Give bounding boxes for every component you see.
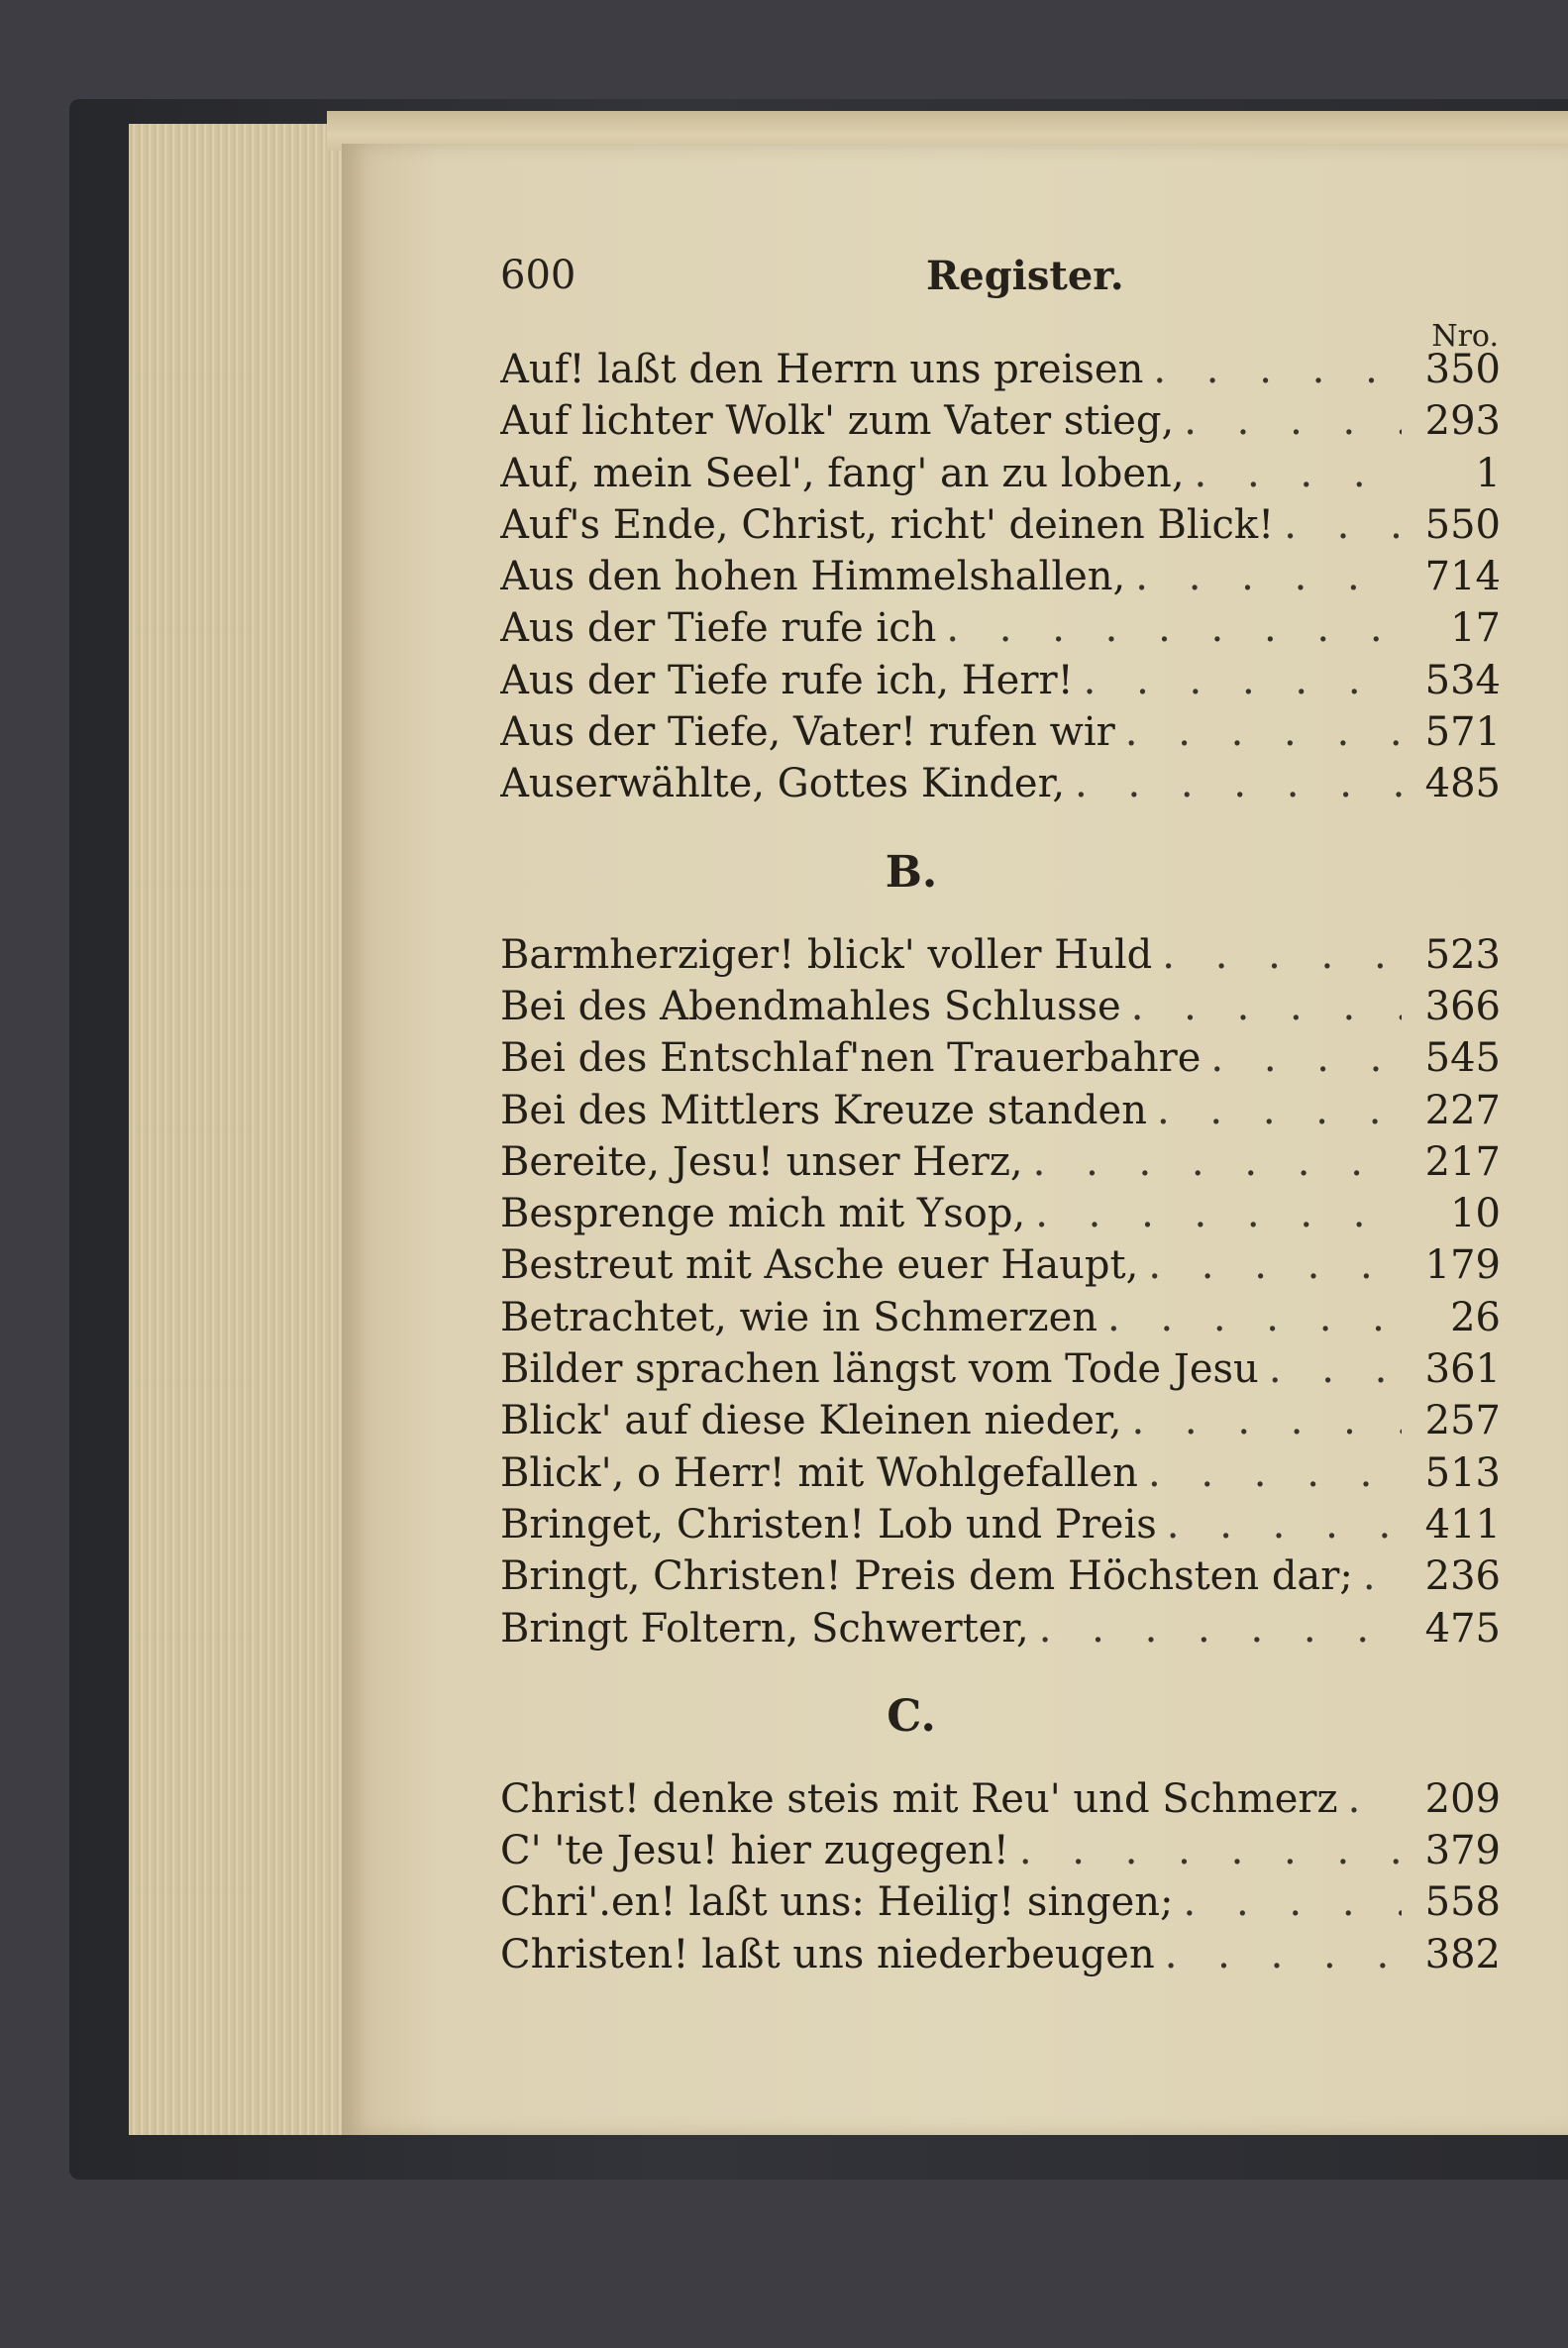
index-entry xyxy=(500,347,1501,398)
dot-leader xyxy=(1135,554,1402,599)
dot-leader xyxy=(1184,398,1402,444)
entry-title: Aus den hohen Himmelshallen, xyxy=(500,554,1126,600)
index-entry xyxy=(500,1553,1501,1605)
index-entry xyxy=(500,1776,1501,1828)
entry-number: 475 xyxy=(1424,1605,1501,1652)
section-letter: B. xyxy=(885,846,938,898)
dot-leader xyxy=(1162,932,1402,978)
dot-leader xyxy=(1131,984,1402,1029)
index-entry xyxy=(500,1879,1501,1931)
entry-number: 558 xyxy=(1424,1879,1501,1926)
entry-number: 26 xyxy=(1450,1294,1501,1340)
entry-number: 382 xyxy=(1424,1931,1501,1977)
dot-leader xyxy=(946,605,1402,651)
page-edges xyxy=(129,124,359,2135)
dot-leader xyxy=(1210,1035,1402,1081)
entry-title: Auserwählte, Gottes Kinder, xyxy=(500,761,1066,807)
entry-title: Aus der Tiefe rufe ich xyxy=(500,605,937,652)
entry-number: 361 xyxy=(1424,1346,1501,1393)
index-entry xyxy=(500,554,1501,605)
dot-leader xyxy=(1075,761,1402,806)
index-entry xyxy=(500,761,1501,812)
index-entry xyxy=(500,1242,1501,1294)
entry-number: 714 xyxy=(1424,554,1501,600)
index-entry xyxy=(500,605,1501,657)
index-section xyxy=(500,813,1501,1657)
index-entry xyxy=(500,1139,1501,1191)
entry-number: 550 xyxy=(1424,501,1501,548)
dot-leader xyxy=(1019,1828,1402,1873)
dot-leader xyxy=(1039,1606,1402,1652)
entry-title: Auf! laßt den Herrn uns preisen xyxy=(500,347,1144,392)
dot-leader xyxy=(1157,1088,1402,1133)
register-index xyxy=(500,347,1501,1983)
entry-number: 534 xyxy=(1424,657,1501,703)
index-entry xyxy=(500,1932,1501,1983)
dot-leader xyxy=(1033,1139,1402,1185)
entry-title: C' 'te Jesu! hier zugegen! xyxy=(500,1828,1009,1874)
index-entry xyxy=(500,1606,1501,1657)
index-entry xyxy=(500,1828,1501,1879)
entry-number: 1 xyxy=(1475,450,1501,496)
index-section xyxy=(500,347,1501,813)
index-entry xyxy=(500,451,1501,502)
entry-title: Christen! laßt uns niederbeugen xyxy=(500,1931,1155,1977)
entry-number: 379 xyxy=(1424,1828,1501,1874)
index-entry xyxy=(500,1502,1501,1553)
entry-number: 209 xyxy=(1424,1775,1501,1822)
index-entry xyxy=(500,1035,1501,1087)
entry-title: Bestreut mit Asche euer Haupt, xyxy=(500,1242,1139,1289)
dot-leader xyxy=(1269,1346,1402,1392)
dot-leader xyxy=(1184,1879,1402,1925)
entry-title: Bringt, Christen! Preis dem Höchsten dar; xyxy=(500,1553,1353,1600)
entry-number: 217 xyxy=(1424,1138,1501,1185)
dot-leader xyxy=(1348,1776,1402,1822)
entry-title: Auf lichter Wolk' zum Vater stieg, xyxy=(500,398,1175,445)
entry-title: Christ! denke steis mit Reu' und Schmerz xyxy=(500,1775,1338,1822)
dot-leader xyxy=(1284,502,1402,548)
entry-title: Chri'.en! laßt uns: Heilig! singen; xyxy=(500,1879,1174,1926)
entry-number: 366 xyxy=(1424,983,1501,1029)
running-head: Register. xyxy=(926,253,1124,299)
entry-title: Blick' auf diese Kleinen nieder, xyxy=(500,1398,1122,1444)
entry-title: Bringt Foltern, Schwerter, xyxy=(500,1605,1029,1652)
index-section xyxy=(500,1657,1501,1983)
dot-leader xyxy=(1125,709,1402,755)
entry-number: 571 xyxy=(1424,709,1501,756)
entry-title: Auf's Ende, Christ, richt' deinen Blick! xyxy=(500,501,1275,548)
entry-number: 293 xyxy=(1424,398,1501,445)
entry-number: 350 xyxy=(1424,347,1501,392)
entry-number: 227 xyxy=(1424,1087,1501,1133)
entry-number: 513 xyxy=(1424,1449,1501,1496)
index-entry xyxy=(500,932,1501,984)
page xyxy=(342,144,1568,2135)
entry-number: 411 xyxy=(1424,1501,1501,1548)
index-entry xyxy=(500,1088,1501,1139)
dot-leader xyxy=(1195,451,1402,496)
page-number: 600 xyxy=(500,253,576,298)
entry-title: Bringet, Christen! Lob und Preis xyxy=(500,1501,1157,1548)
entry-title: Aus der Tiefe rufe ich, Herr! xyxy=(500,657,1074,703)
section-letter: C. xyxy=(887,1690,936,1742)
entry-title: Bei des Abendmahles Schlusse xyxy=(500,983,1121,1029)
index-entry xyxy=(500,1398,1501,1449)
dot-leader xyxy=(1107,1295,1402,1340)
entry-title: Aus der Tiefe, Vater! rufen wir xyxy=(500,709,1115,756)
entry-title: Bilder sprachen längst vom Tode Jesu xyxy=(500,1346,1259,1393)
dot-leader xyxy=(1153,347,1402,392)
index-entry xyxy=(500,1346,1501,1398)
entry-number: 485 xyxy=(1424,761,1501,807)
entry-number: 10 xyxy=(1450,1191,1501,1237)
entry-number: 523 xyxy=(1424,931,1501,978)
index-entry xyxy=(500,709,1501,761)
entry-title: Blick', o Herr! mit Wohlgefallen xyxy=(500,1449,1138,1496)
entry-title: Besprenge mich mit Ysop, xyxy=(500,1191,1026,1237)
entry-title: Bereite, Jesu! unser Herz, xyxy=(500,1138,1023,1185)
page-header xyxy=(500,253,1392,312)
dot-leader xyxy=(1148,1450,1402,1496)
index-entry xyxy=(500,398,1501,450)
dot-leader xyxy=(1167,1502,1402,1548)
dot-leader xyxy=(1084,658,1402,703)
entry-title: Barmherziger! blick' voller Huld xyxy=(500,931,1153,978)
index-entry xyxy=(500,1450,1501,1502)
column-label: Nro. xyxy=(1431,319,1499,354)
dot-leader xyxy=(1363,1553,1402,1599)
entry-title: Bei des Entschlaf'nen Trauerbahre xyxy=(500,1035,1202,1082)
dot-leader xyxy=(1131,1398,1402,1443)
entry-number: 545 xyxy=(1424,1035,1501,1082)
index-entry xyxy=(500,1295,1501,1346)
index-entry xyxy=(500,502,1501,554)
entry-number: 179 xyxy=(1424,1242,1501,1289)
dot-leader xyxy=(1148,1242,1402,1288)
index-entry xyxy=(500,984,1501,1035)
entry-title: Auf, mein Seel', fang' an zu loben, xyxy=(500,450,1185,496)
entry-title: Bei des Mittlers Kreuze standen xyxy=(500,1087,1147,1133)
entry-number: 257 xyxy=(1424,1398,1501,1444)
dot-leader xyxy=(1035,1191,1402,1236)
index-entry xyxy=(500,658,1501,709)
entry-number: 17 xyxy=(1450,605,1501,652)
entry-number: 236 xyxy=(1424,1553,1501,1600)
entry-title: Betrachtet, wie in Schmerzen xyxy=(500,1294,1098,1340)
index-entry xyxy=(500,1191,1501,1242)
dot-leader xyxy=(1165,1932,1402,1977)
